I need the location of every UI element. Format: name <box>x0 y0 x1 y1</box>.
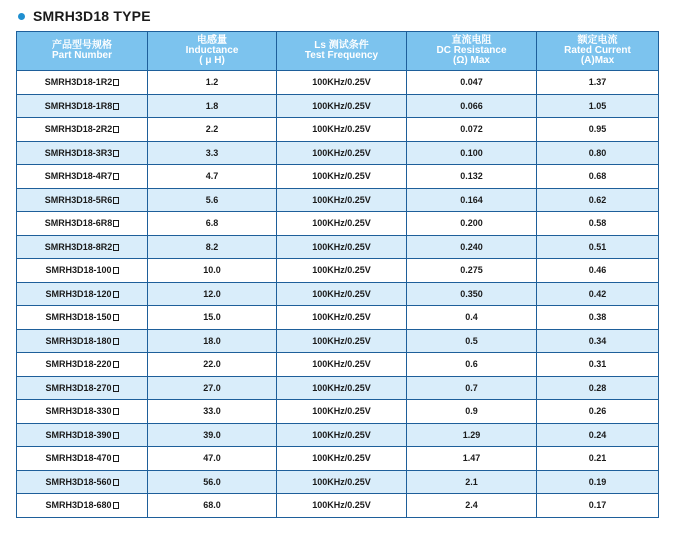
part-number-text: SMRH3D18-390 <box>45 429 112 440</box>
cell-inductance: 47.0 <box>148 447 277 471</box>
cell-test-frequency: 100KHz/0.25V <box>277 329 407 353</box>
table-row <box>17 259 659 283</box>
checkbox-square-icon <box>113 314 119 321</box>
cell-inductance: 33.0 <box>148 400 277 424</box>
cell-test-frequency: 100KHz/0.25V <box>277 212 407 236</box>
cell-part-number <box>17 188 148 212</box>
cell-inductance: 8.2 <box>148 235 277 259</box>
cell-inductance: 22.0 <box>148 353 277 377</box>
checkbox-square-icon <box>113 150 119 157</box>
part-number-text: SMRH3D18-6R8 <box>44 218 113 229</box>
table-row <box>17 306 659 330</box>
cell-part-number <box>17 235 148 259</box>
cell-dc-resistance: 0.100 <box>407 141 537 165</box>
cell-dc-resistance: 1.29 <box>407 423 537 447</box>
cell-test-frequency: 100KHz/0.25V <box>277 282 407 306</box>
cell-inductance: 15.0 <box>148 306 277 330</box>
header-dcr-unit: (Ω) Max <box>453 55 490 66</box>
cell-test-frequency: 100KHz/0.25V <box>277 165 407 189</box>
cell-rated-current: 0.51 <box>537 235 659 259</box>
cell-inductance: 4.7 <box>148 165 277 189</box>
cell-inductance: 18.0 <box>148 329 277 353</box>
checkbox-square-icon <box>113 455 119 462</box>
checkbox-square-icon <box>113 79 119 86</box>
table-row <box>17 329 659 353</box>
cell-part-number <box>17 71 148 95</box>
cell-rated-current: 0.42 <box>537 282 659 306</box>
checkbox-square-icon <box>113 220 119 227</box>
cell-test-frequency: 100KHz/0.25V <box>277 447 407 471</box>
cell-inductance: 12.0 <box>148 282 277 306</box>
table-row <box>17 282 659 306</box>
checkbox-square-icon <box>113 197 119 204</box>
cell-part-number <box>17 212 148 236</box>
table-row <box>17 353 659 377</box>
header-freq-cn: Ls 测试条件 <box>314 40 369 51</box>
cell-part-number <box>17 282 148 306</box>
part-number-text: SMRH3D18-4R7 <box>44 171 113 182</box>
cell-dc-resistance: 0.9 <box>407 400 537 424</box>
cell-dc-resistance: 0.200 <box>407 212 537 236</box>
checkbox-square-icon <box>113 432 119 439</box>
header-dcr-en: DC Resistance <box>436 45 507 56</box>
part-number-text: SMRH3D18-1R8 <box>44 100 113 111</box>
cell-part-number <box>17 470 148 494</box>
cell-dc-resistance: 0.7 <box>407 376 537 400</box>
cell-test-frequency: 100KHz/0.25V <box>277 259 407 283</box>
cell-test-frequency: 100KHz/0.25V <box>277 94 407 118</box>
bullet-icon <box>18 13 25 20</box>
checkbox-square-icon <box>113 502 119 509</box>
cell-rated-current: 0.68 <box>537 165 659 189</box>
checkbox-square-icon <box>113 244 119 251</box>
cell-test-frequency: 100KHz/0.25V <box>277 376 407 400</box>
cell-rated-current: 0.80 <box>537 141 659 165</box>
part-number-text: SMRH3D18-100 <box>45 265 112 276</box>
cell-test-frequency: 100KHz/0.25V <box>277 141 407 165</box>
cell-part-number <box>17 400 148 424</box>
cell-rated-current: 0.62 <box>537 188 659 212</box>
table-row <box>17 94 659 118</box>
cell-dc-resistance: 0.275 <box>407 259 537 283</box>
cell-rated-current: 0.34 <box>537 329 659 353</box>
header-dc-resistance <box>407 32 537 71</box>
cell-part-number <box>17 259 148 283</box>
part-number-text: SMRH3D18-120 <box>45 288 112 299</box>
table-row <box>17 118 659 142</box>
header-ind-unit: ( μ H) <box>199 55 225 66</box>
cell-rated-current: 0.58 <box>537 212 659 236</box>
cell-rated-current: 0.24 <box>537 423 659 447</box>
cell-dc-resistance: 1.47 <box>407 447 537 471</box>
header-dcr-cn: 直流电阻 <box>451 35 492 46</box>
checkbox-square-icon <box>113 291 119 298</box>
checkbox-square-icon <box>113 173 119 180</box>
checkbox-square-icon <box>113 385 119 392</box>
cell-inductance: 3.3 <box>148 141 277 165</box>
cell-dc-resistance: 2.1 <box>407 470 537 494</box>
part-number-text: SMRH3D18-1R2 <box>44 77 113 88</box>
table-row <box>17 494 659 518</box>
part-number-text: SMRH3D18-180 <box>45 335 112 346</box>
checkbox-square-icon <box>113 479 119 486</box>
cell-inductance: 56.0 <box>148 470 277 494</box>
table-row <box>17 212 659 236</box>
header-freq-en: Test Frequency <box>304 50 379 61</box>
cell-dc-resistance: 0.047 <box>407 71 537 95</box>
cell-inductance: 27.0 <box>148 376 277 400</box>
cell-rated-current: 1.05 <box>537 94 659 118</box>
cell-dc-resistance: 0.164 <box>407 188 537 212</box>
cell-rated-current: 0.28 <box>537 376 659 400</box>
table-header-row <box>17 32 659 71</box>
cell-part-number <box>17 306 148 330</box>
part-number-text: SMRH3D18-5R6 <box>44 194 113 205</box>
cell-inductance: 6.8 <box>148 212 277 236</box>
cell-rated-current: 0.19 <box>537 470 659 494</box>
cell-part-number <box>17 447 148 471</box>
cell-dc-resistance: 0.132 <box>407 165 537 189</box>
header-cur-cn: 额定电流 <box>577 35 618 46</box>
header-rated-current <box>537 32 659 71</box>
cell-inductance: 1.8 <box>148 94 277 118</box>
table-row <box>17 376 659 400</box>
cell-part-number <box>17 329 148 353</box>
table-row <box>17 235 659 259</box>
header-inductance <box>148 32 277 71</box>
cell-dc-resistance: 0.5 <box>407 329 537 353</box>
header-part-cn: 产品型号规格 <box>52 40 112 51</box>
table-row <box>17 423 659 447</box>
cell-dc-resistance: 0.6 <box>407 353 537 377</box>
checkbox-square-icon <box>113 126 119 133</box>
header-part-number <box>17 32 148 71</box>
checkbox-square-icon <box>113 103 119 110</box>
table-row <box>17 165 659 189</box>
cell-dc-resistance: 0.240 <box>407 235 537 259</box>
part-number-text: SMRH3D18-8R2 <box>44 241 113 252</box>
header-cur-en: Rated Current <box>564 45 631 56</box>
table-row <box>17 470 659 494</box>
part-number-text: SMRH3D18-150 <box>45 312 112 323</box>
cell-test-frequency: 100KHz/0.25V <box>277 470 407 494</box>
cell-test-frequency: 100KHz/0.25V <box>277 353 407 377</box>
checkbox-square-icon <box>113 267 119 274</box>
cell-dc-resistance: 2.4 <box>407 494 537 518</box>
section-title-row <box>18 6 151 26</box>
cell-part-number <box>17 494 148 518</box>
cell-test-frequency: 100KHz/0.25V <box>277 71 407 95</box>
cell-dc-resistance: 0.350 <box>407 282 537 306</box>
checkbox-square-icon <box>113 338 119 345</box>
cell-test-frequency: 100KHz/0.25V <box>277 423 407 447</box>
cell-rated-current: 1.37 <box>537 71 659 95</box>
cell-rated-current: 0.46 <box>537 259 659 283</box>
table-row <box>17 447 659 471</box>
cell-test-frequency: 100KHz/0.25V <box>277 188 407 212</box>
cell-test-frequency: 100KHz/0.25V <box>277 400 407 424</box>
cell-inductance: 1.2 <box>148 71 277 95</box>
header-test-frequency <box>277 32 407 71</box>
cell-rated-current: 0.21 <box>537 447 659 471</box>
cell-part-number <box>17 376 148 400</box>
checkbox-square-icon <box>113 361 119 368</box>
cell-inductance: 68.0 <box>148 494 277 518</box>
section-title: SMRH3D18 TYPE <box>33 8 151 24</box>
cell-inductance: 39.0 <box>148 423 277 447</box>
cell-part-number <box>17 118 148 142</box>
cell-test-frequency: 100KHz/0.25V <box>277 235 407 259</box>
cell-test-frequency: 100KHz/0.25V <box>277 494 407 518</box>
cell-part-number <box>17 353 148 377</box>
cell-rated-current: 0.38 <box>537 306 659 330</box>
part-number-text: SMRH3D18-680 <box>45 500 112 511</box>
cell-test-frequency: 100KHz/0.25V <box>277 306 407 330</box>
cell-part-number <box>17 141 148 165</box>
spec-table <box>16 31 659 518</box>
cell-dc-resistance: 0.4 <box>407 306 537 330</box>
cell-rated-current: 0.95 <box>537 118 659 142</box>
table-row <box>17 400 659 424</box>
part-number-text: SMRH3D18-560 <box>45 476 112 487</box>
cell-part-number <box>17 423 148 447</box>
header-ind-en: Inductance <box>185 45 239 56</box>
table-body <box>17 71 659 518</box>
table-row <box>17 71 659 95</box>
cell-rated-current: 0.17 <box>537 494 659 518</box>
cell-part-number <box>17 165 148 189</box>
cell-inductance: 5.6 <box>148 188 277 212</box>
part-number-text: SMRH3D18-330 <box>45 406 112 417</box>
cell-rated-current: 0.26 <box>537 400 659 424</box>
part-number-text: SMRH3D18-3R3 <box>44 147 113 158</box>
cell-dc-resistance: 0.066 <box>407 94 537 118</box>
cell-dc-resistance: 0.072 <box>407 118 537 142</box>
cell-part-number <box>17 94 148 118</box>
header-ind-cn: 电感量 <box>197 35 227 46</box>
part-number-text: SMRH3D18-220 <box>45 359 112 370</box>
cell-inductance: 2.2 <box>148 118 277 142</box>
table-row <box>17 141 659 165</box>
part-number-text: SMRH3D18-2R2 <box>44 124 113 135</box>
header-cur-unit: (A)Max <box>580 55 615 66</box>
table-row <box>17 188 659 212</box>
checkbox-square-icon <box>113 408 119 415</box>
cell-rated-current: 0.31 <box>537 353 659 377</box>
part-number-text: SMRH3D18-470 <box>45 453 112 464</box>
part-number-text: SMRH3D18-270 <box>45 382 112 393</box>
header-part-en: Part Number <box>51 50 112 61</box>
cell-test-frequency: 100KHz/0.25V <box>277 118 407 142</box>
cell-inductance: 10.0 <box>148 259 277 283</box>
